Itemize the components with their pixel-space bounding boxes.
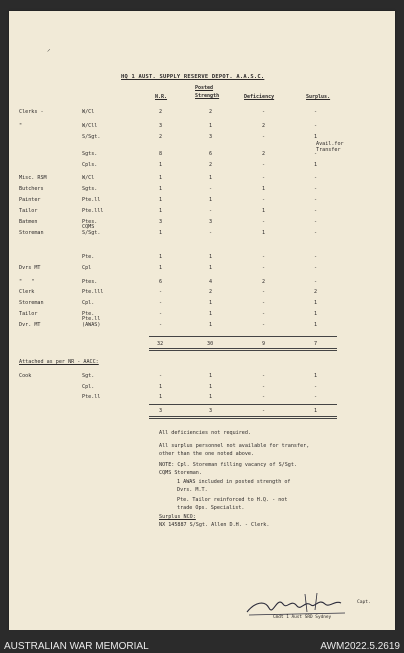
table-row-rank: Cpl	[82, 265, 92, 271]
table-row-nr: 1	[159, 197, 163, 203]
header-surplus: Surplus.	[306, 94, 331, 100]
table-row-deficiency: -	[262, 300, 266, 306]
attached-row-surplus: -	[314, 394, 318, 400]
table-row-posted: -	[209, 208, 213, 214]
attached-row-posted: 1	[209, 394, 213, 400]
rule-line	[149, 404, 337, 405]
table-row-deficiency: -	[262, 322, 266, 328]
attached-heading: Attached as per NR - AACC:	[19, 359, 99, 365]
table-row-deficiency: 1	[262, 208, 266, 214]
attached-row-surplus: -	[314, 384, 318, 390]
attached-row-posted: 1	[209, 373, 213, 379]
table-row-nr: -	[159, 289, 163, 295]
table-row-rank: Sgts.	[82, 151, 98, 157]
attached-total-posted: 3	[209, 408, 213, 414]
table-row-surplus: -	[314, 186, 318, 192]
table-row-rank: Pte.	[82, 311, 95, 317]
table-row-nr: 1	[159, 208, 163, 214]
attached-total-surplus: 1	[314, 408, 318, 414]
table-row-rank: W/Cll	[82, 123, 98, 129]
table-row-surplus: 1	[314, 322, 318, 328]
table-row-rank: W/Cl	[82, 175, 95, 181]
table-row-trade: Clerk	[19, 289, 35, 295]
rule-line	[149, 350, 337, 351]
footer-bar	[0, 630, 404, 653]
table-row-nr: 1	[159, 175, 163, 181]
table-row-posted: -	[209, 230, 213, 236]
attached-row-rank: Cpl.	[82, 384, 95, 390]
table-row-posted: 1	[209, 197, 213, 203]
attached-row-deficiency: -	[262, 373, 266, 379]
table-row-rank: W/Cl	[82, 109, 95, 115]
table-row-nr: -	[159, 300, 163, 306]
table-row-trade: Tailor	[19, 311, 38, 317]
header-posted: Posted Strength	[195, 85, 220, 99]
table-row-surplus: -	[314, 109, 318, 115]
table-row-surplus: -	[314, 208, 318, 214]
table-row-deficiency: 2	[262, 123, 266, 129]
document-title: HQ 1 AUST. SUPPLY RESERVE DEPOT. A.A.S.C.	[121, 74, 265, 80]
pin-mark-icon: ⸝	[47, 45, 51, 53]
table-row-surplus: -	[314, 175, 318, 181]
note-line: NOTE: Cpl. Storeman filling vacancy of S/Sgt.	[159, 462, 298, 468]
header-nr: N.R.	[155, 94, 168, 100]
table-row-trade: Misc. RSM	[19, 175, 47, 181]
table-row-trade: "	[19, 123, 23, 129]
table-row-trade: Clerks -	[19, 109, 44, 115]
table-row-nr: 2	[159, 134, 163, 140]
note-line: 1 AWAS included in posted strength of	[177, 479, 291, 485]
table-row-posted: 1	[209, 300, 213, 306]
note-line: All deficiencies not required.	[159, 430, 252, 436]
total-deficiency: 9	[262, 341, 266, 347]
table-row-rank: S/Sgt.	[82, 134, 101, 140]
document-page	[9, 11, 395, 630]
attached-row-rank: Pte.ll	[82, 394, 101, 400]
table-row-trade: Dvr. MT	[19, 322, 41, 328]
table-row-nr: 2	[159, 109, 163, 115]
attached-row-nr: -	[159, 373, 163, 379]
table-row-rank: Cpl.	[82, 300, 95, 306]
attached-row-nr: 1	[159, 384, 163, 390]
note-line: NX 145887 S/Sgt. Allen D.H. - Clerk.	[159, 522, 270, 528]
note-line: other than the one noted above.	[159, 451, 255, 457]
table-row-deficiency: -	[262, 219, 266, 225]
note-line: All surplus personnel not available for transfer,	[159, 443, 310, 449]
attached-row-posted: 1	[209, 384, 213, 390]
total-nr: 32	[157, 341, 164, 347]
table-row-posted: 3	[209, 219, 213, 225]
rule-line	[149, 336, 337, 337]
table-row-posted: 1	[209, 175, 213, 181]
table-row-surplus: -	[314, 254, 318, 260]
table-row-rank: Sgts.	[82, 186, 98, 192]
header-deficiency: Deficiency	[244, 94, 275, 100]
table-row-surplus: 1	[314, 162, 318, 168]
table-row-posted: 2	[209, 162, 213, 168]
total-surplus: 7	[314, 341, 318, 347]
table-row-deficiency: -	[262, 197, 266, 203]
table-row-nr: 6	[159, 279, 163, 285]
table-row-posted: 1	[209, 254, 213, 260]
table-row-deficiency: -	[262, 162, 266, 168]
table-row-surplus: -	[314, 230, 318, 236]
table-row-posted: 6	[209, 151, 213, 157]
table-row-surplus: 2	[314, 289, 318, 295]
table-row-surplus: -	[314, 219, 318, 225]
table-row-nr: 3	[159, 123, 163, 129]
table-row-nr: 3	[159, 219, 163, 225]
note-line: Dvrs. M.T.	[177, 487, 208, 493]
table-row-posted: 1	[209, 265, 213, 271]
table-row-deficiency: -	[262, 265, 266, 271]
table-row-nr: -	[159, 322, 163, 328]
table-row-posted: 2	[209, 289, 213, 295]
attached-row-nr: 1	[159, 394, 163, 400]
table-row-rank: Pte.	[82, 254, 95, 260]
footer-right: AWM2022.5.2619	[320, 641, 400, 652]
table-row-deficiency: -	[262, 134, 266, 140]
table-row-deficiency: -	[262, 311, 266, 317]
table-row-posted: 1	[209, 311, 213, 317]
note-line: CQMS Storeman.	[159, 470, 202, 476]
attached-total-deficiency: -	[262, 408, 266, 414]
table-row-deficiency: 2	[262, 151, 266, 157]
avail-note: Avail.for Transfer	[316, 141, 344, 153]
table-row-posted: 4	[209, 279, 213, 285]
table-row-rank: Ptes.	[82, 279, 98, 285]
attached-row-surplus: 1	[314, 373, 318, 379]
table-row-deficiency: 1	[262, 186, 266, 192]
note-line: Pte. Tailor reinforced to H.Q. - not	[177, 497, 288, 503]
table-row-surplus: 1	[314, 300, 318, 306]
table-row-nr: 1	[159, 265, 163, 271]
attached-total-nr: 3	[159, 408, 163, 414]
table-row-surplus: -	[314, 151, 318, 157]
table-row-posted: -	[209, 186, 213, 192]
attached-row-rank: Sgt.	[82, 373, 95, 379]
table-row-posted: 1	[209, 123, 213, 129]
table-row-rank: Pte.lll	[82, 208, 104, 214]
table-row-surplus: 1	[314, 134, 318, 140]
attached-row-trade: Cook	[19, 373, 32, 379]
table-row-rank: Ptes.	[82, 219, 98, 225]
signature	[245, 588, 375, 624]
attached-row-deficiency: -	[262, 384, 266, 390]
note-line: trade Ops. Specialist.	[177, 505, 245, 511]
table-row-rank: Cpls.	[82, 162, 98, 168]
table-row-surplus: -	[314, 265, 318, 271]
table-row-trade: Tailor	[19, 208, 38, 214]
table-row-nr: -	[159, 311, 163, 317]
table-row-trade: Storeman	[19, 300, 44, 306]
rule-line	[149, 348, 337, 349]
footer-left: AUSTRALIAN WAR MEMORIAL	[4, 641, 149, 652]
table-row-deficiency: 1	[262, 230, 266, 236]
table-row-deficiency: -	[262, 175, 266, 181]
table-row-nr: 8	[159, 151, 163, 157]
rule-line	[149, 418, 337, 419]
attached-row-deficiency: -	[262, 394, 266, 400]
table-row-nr: 1	[159, 254, 163, 260]
note-line: Surplus NCO:	[159, 514, 196, 520]
table-row-deficiency: -	[262, 289, 266, 295]
table-row-nr: 1	[159, 186, 163, 192]
table-row-trade: " "	[19, 279, 35, 285]
table-row-rank: Pte.lll	[82, 289, 104, 295]
table-row-surplus: -	[314, 197, 318, 203]
table-row-trade: Storeman	[19, 230, 44, 236]
rule-line	[149, 416, 337, 417]
table-row-posted: 1	[209, 322, 213, 328]
table-row-deficiency: 2	[262, 279, 266, 285]
table-row-surplus: -	[314, 279, 318, 285]
table-row-surplus: -	[314, 123, 318, 129]
table-row-posted: 3	[209, 134, 213, 140]
table-row-trade: Dvrs MT	[19, 265, 41, 271]
signature-caption: Capt.	[357, 600, 371, 605]
total-posted: 30	[207, 341, 214, 347]
table-row-posted: 2	[209, 109, 213, 115]
table-row-deficiency: -	[262, 254, 266, 260]
table-row-rank: Pte.ll	[82, 197, 101, 203]
signature-subtitle: Cmdt 1 Aust SRD Sydney	[273, 615, 332, 620]
table-row-nr: 1	[159, 162, 163, 168]
table-row-nr: 1	[159, 230, 163, 236]
table-row-deficiency: -	[262, 109, 266, 115]
table-row-trade: Painter	[19, 197, 41, 203]
table-row-surplus: 1	[314, 311, 318, 317]
table-row-rank: CQMS S/Sgt.	[82, 224, 101, 236]
table-row-trade: Batmen	[19, 219, 38, 225]
table-row-rank: Pte.ll (AWAS)	[82, 316, 101, 328]
table-row-trade: Butchers	[19, 186, 44, 192]
